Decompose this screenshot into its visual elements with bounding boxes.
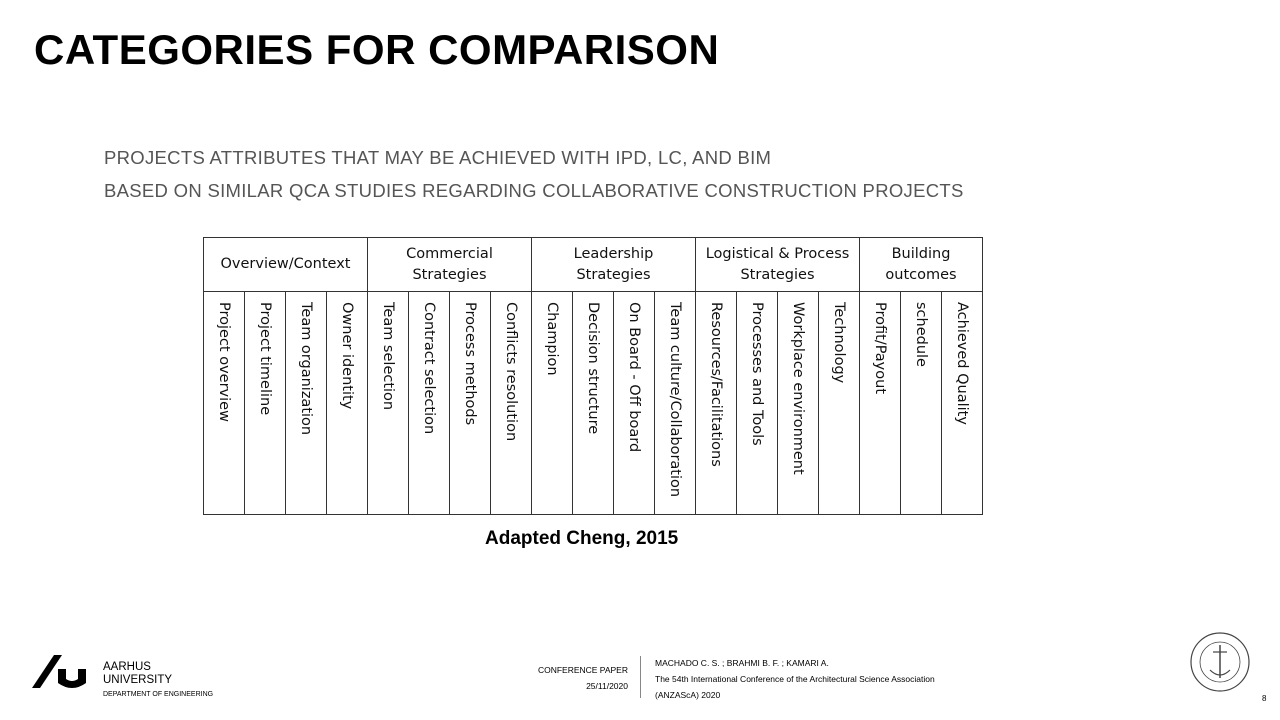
category-cell [860, 292, 901, 515]
category-cell [614, 292, 655, 515]
slide-title: CATEGORIES FOR COMPARISON [34, 26, 720, 73]
category-label: Owner identity [339, 302, 355, 410]
category-cell [286, 292, 327, 515]
category-label: Decision structure [585, 302, 601, 435]
category-cell [901, 292, 942, 515]
conference-info [538, 662, 628, 694]
category-cell [778, 292, 819, 515]
category-label: Team culture/Collaboration [667, 302, 683, 498]
university-seal-icon [1186, 630, 1256, 694]
categories-table [203, 237, 983, 515]
group-header: Commercial Strategies [368, 238, 532, 292]
group-header: Building outcomes [860, 238, 983, 292]
category-label: Project timeline [257, 302, 273, 416]
category-label: Workplace environment [790, 302, 806, 475]
category-label: Champion [544, 302, 560, 376]
category-cell [819, 292, 860, 515]
category-cell [491, 292, 532, 515]
category-cell [245, 292, 286, 515]
category-cell [368, 292, 409, 515]
category-label: Team organization [298, 302, 314, 436]
category-label: Conflicts resolution [503, 302, 519, 442]
category-cell [696, 292, 737, 515]
group-header: Logistical & Process Strategies [696, 238, 860, 292]
source-caption: Adapted Cheng, 2015 [485, 528, 679, 549]
footer-divider [640, 656, 641, 698]
subtitle-1: PROJECTS ATTRIBUTES THAT MAY BE ACHIEVED WITH IPD, LC, AND BIM [104, 147, 772, 168]
category-cell [450, 292, 491, 515]
conference-name-2: (ANZAScA) 2020 [655, 690, 721, 700]
category-label: Project overview [216, 302, 232, 422]
authors: MACHADO C. S. ; BRAHMI B. F. ; KAMARI A. [655, 658, 829, 668]
conference-name: The 54th International Conference of the Architectural Science Association [655, 674, 935, 684]
group-header: Leadership Strategies [532, 238, 696, 292]
category-label: Processes and Tools [749, 302, 765, 446]
authors-block [655, 655, 935, 703]
university-name [103, 661, 172, 687]
category-cell [327, 292, 368, 515]
department: DEPARTMENT OF ENGINEERING [103, 691, 214, 698]
category-row [204, 292, 983, 515]
aarhus-logo-icon [32, 655, 92, 689]
category-label: schedule [913, 302, 929, 367]
category-cell [532, 292, 573, 515]
category-cell [409, 292, 450, 515]
category-label: Technology [831, 302, 847, 384]
category-label: Team selection [380, 302, 396, 411]
category-cell [204, 292, 245, 515]
university-line-1: AARHUS [103, 661, 151, 673]
category-cell [655, 292, 696, 515]
category-label: Achieved Quality [954, 302, 970, 425]
category-cell [573, 292, 614, 515]
subtitle-2: BASED ON SIMILAR QCA STUDIES REGARDING COLLABORATIVE CONSTRUCTION PROJECTS [104, 180, 964, 201]
category-cell [737, 292, 778, 515]
category-cell [942, 292, 983, 515]
group-header-row [204, 238, 983, 292]
category-label: Resources/Facilitations [708, 302, 724, 467]
category-label: Process methods [462, 302, 478, 426]
page-number: 8 [1262, 694, 1267, 703]
group-header: Overview/Context [204, 238, 368, 292]
university-line-2: UNIVERSITY [103, 674, 173, 686]
category-label: Profit/Payout [872, 302, 888, 395]
category-label: On Board - Off board [626, 302, 642, 453]
paper-type: CONFERENCE PAPER [537, 665, 628, 675]
paper-date: 25/11/2020 [586, 681, 628, 691]
category-label: Contract selection [421, 302, 437, 435]
